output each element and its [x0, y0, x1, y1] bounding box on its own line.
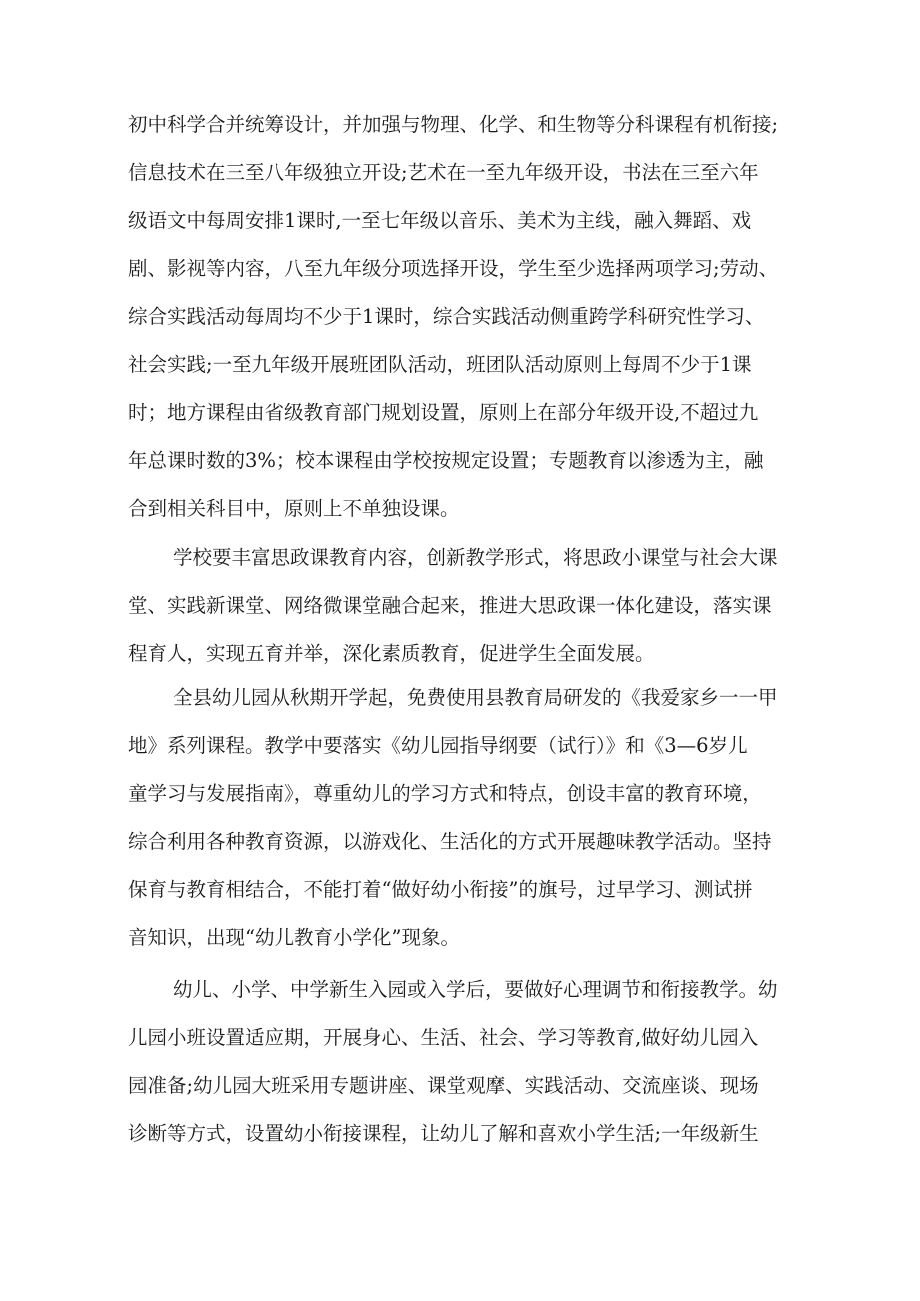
paragraph-line: 全县幼儿园从秋期开学起，免费使用县教育局研发的《我爱家乡一一甲 — [173, 686, 778, 709]
paragraph-line: 儿园小班设置适应期，开展身心、生活、社会、学习等教育,做好幼儿园入 — [128, 1026, 759, 1049]
paragraph-line: 级语文中每周安排1课时,一至七年级以音乐、美术为主线，融入舞蹈、戏 — [128, 209, 752, 232]
paragraph-line: 综合实践活动每周均不少于1课时，综合实践活动侧重跨学科研究性学习、 — [128, 305, 765, 328]
paragraph-line: 时；地方课程由省级教育部门规划设置，原则上在部分年级开设,不超过九 — [128, 401, 759, 424]
paragraph-line: 社会实践;一至九年级开展班团队活动，班团队活动原则上每周不少于1课 — [128, 353, 752, 376]
paragraph-line: 合到相关科目中，原则上不单独设课。 — [128, 497, 460, 520]
paragraph-line: 综合利用各种教育资源，以游戏化、生活化的方式开展趣味教学活动。坚持 — [128, 830, 772, 853]
paragraph-line: 幼儿、小学、中学新生入园或入学后，要做好心理调节和衔接教学。幼 — [173, 978, 778, 1001]
paragraph-line: 童学习与发展指南》，尊重幼儿的学习方式和特点，创设丰富的教育环境， — [128, 782, 762, 805]
paragraph-line: 堂、实践新课堂、网络微课堂融合起来，推进大思政课一体化建设，落实课 — [128, 594, 772, 617]
paragraph-line: 初中科学合并统筹设计，并加强与物理、化学、和生物等分科课程有机衔接; — [128, 113, 779, 136]
paragraph-line: 地》系列课程。教学中要落实《幼儿园指导纲要（试行）》和《3—6岁儿 — [128, 734, 748, 757]
paragraph-line: 诊断等方式，设置幼小衔接课程，让幼儿了解和喜欢小学生活;一年级新生 — [128, 1122, 759, 1145]
paragraph-line: 信息技术在三至八年级独立开设;艺术在一至九年级开设，书法在三至六年 — [128, 161, 759, 184]
paragraph-line: 音知识，出现“幼儿教育小学化”现象。 — [128, 926, 460, 949]
paragraph-line: 园准备;幼儿园大班采用专题讲座、课堂观摩、实践活动、交流座谈、现场 — [128, 1074, 759, 1097]
paragraph-line: 保育与教育相结合，不能打着“做好幼小衔接”的旗号，过早学习、测试拼 — [128, 878, 753, 901]
paragraph-line: 年总课时数的3%；校本课程由学校按规定设置；专题教育以渗透为主，融 — [128, 449, 764, 472]
paragraph-line: 程育人，实现五育并举，深化素质教育，促进学生全面发展。 — [128, 642, 655, 665]
paragraph-line: 学校要丰富思政课教育内容，创新教学形式，将思政小课堂与社会大课 — [173, 546, 778, 569]
paragraph-line: 剧、影视等内容，八至九年级分项选择开设，学生至少选择两项学习;劳动、 — [128, 257, 779, 280]
